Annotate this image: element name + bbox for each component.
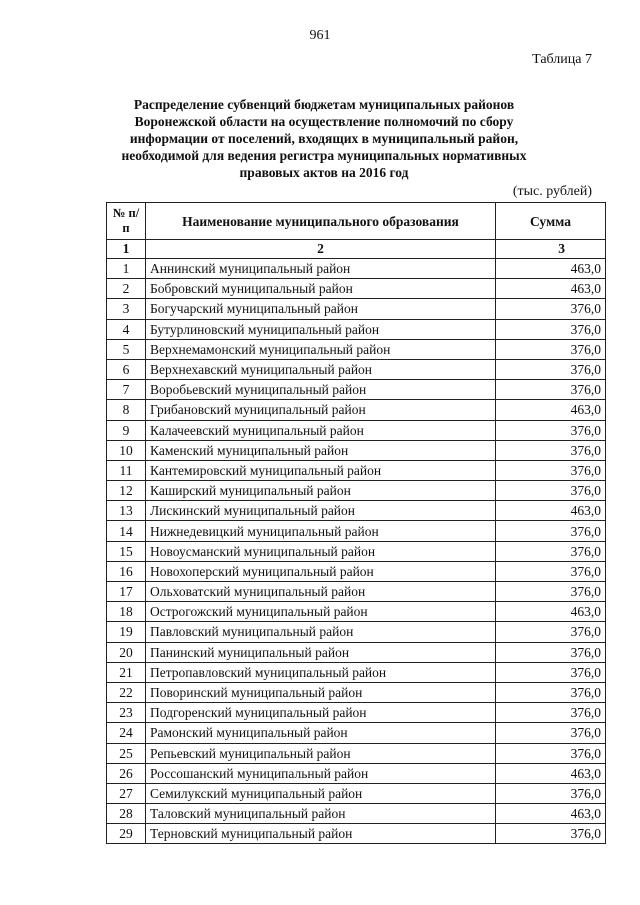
table-row (107, 763, 606, 783)
row-number: 23 (107, 703, 146, 723)
subvention-amount: 376,0 (496, 642, 606, 662)
municipality-name: Острогожский муниципальный район (146, 602, 496, 622)
table-row (107, 440, 606, 460)
municipality-name: Калачеевский муниципальный район (146, 420, 496, 440)
municipality-name: Бутурлиновский муниципальный район (146, 319, 496, 339)
municipality-name: Воробьевский муниципальный район (146, 380, 496, 400)
municipality-name: Богучарский муниципальный район (146, 299, 496, 319)
table-row (107, 662, 606, 682)
subvention-amount: 376,0 (496, 420, 606, 440)
subvention-amount: 463,0 (496, 804, 606, 824)
subvention-amount: 376,0 (496, 521, 606, 541)
municipality-name: Новохоперский муниципальный район (146, 561, 496, 581)
row-number: 21 (107, 662, 146, 682)
subvention-amount: 463,0 (496, 259, 606, 279)
subvention-amount: 376,0 (496, 299, 606, 319)
table-row (107, 824, 606, 844)
subvention-amount: 376,0 (496, 703, 606, 723)
row-number: 4 (107, 319, 146, 339)
subvention-amount: 376,0 (496, 622, 606, 642)
table-row (107, 541, 606, 561)
table-row (107, 682, 606, 702)
row-number: 9 (107, 420, 146, 440)
column-index: 3 (496, 240, 606, 259)
municipality-name: Панинский муниципальный район (146, 642, 496, 662)
header-name: Наименование муниципального образования (146, 203, 496, 240)
title-line: Воронежской области на осуществление полномочий по сбору (134, 114, 514, 129)
table-row (107, 783, 606, 803)
subvention-amount: 463,0 (496, 279, 606, 299)
row-number: 18 (107, 602, 146, 622)
row-number: 12 (107, 481, 146, 501)
municipality-name: Каширский муниципальный район (146, 481, 496, 501)
subvention-amount: 376,0 (496, 682, 606, 702)
municipality-name: Бобровский муниципальный район (146, 279, 496, 299)
subvention-amount: 376,0 (496, 319, 606, 339)
table-header-row (107, 203, 606, 240)
subvention-amount: 463,0 (496, 400, 606, 420)
subvention-amount: 463,0 (496, 763, 606, 783)
table-row (107, 521, 606, 541)
table-row (107, 380, 606, 400)
row-number: 26 (107, 763, 146, 783)
municipality-name: Павловский муниципальный район (146, 622, 496, 642)
table-row (107, 561, 606, 581)
municipality-name: Подгоренский муниципальный район (146, 703, 496, 723)
title-line: Распределение субвенций бюджетам муниципальных районов (133, 97, 515, 112)
subvention-amount: 376,0 (496, 824, 606, 844)
column-index-row (107, 240, 606, 259)
row-number: 16 (107, 561, 146, 581)
municipality-name: Семилукский муниципальный район (146, 783, 496, 803)
row-number: 10 (107, 440, 146, 460)
row-number: 5 (107, 339, 146, 359)
municipality-name: Кантемировский муниципальный район (146, 460, 496, 480)
subvention-amount: 376,0 (496, 743, 606, 763)
row-number: 29 (107, 824, 146, 844)
subvention-amount: 376,0 (496, 359, 606, 379)
subvention-amount: 376,0 (496, 783, 606, 803)
municipality-name: Терновский муниципальный район (146, 824, 496, 844)
table-row (107, 642, 606, 662)
row-number: 27 (107, 783, 146, 803)
table-row (107, 804, 606, 824)
subvention-table (106, 202, 606, 844)
table-row (107, 319, 606, 339)
municipality-name: Репьевский муниципальный район (146, 743, 496, 763)
table-row (107, 703, 606, 723)
subvention-amount: 376,0 (496, 380, 606, 400)
header-number: № п/п (107, 203, 146, 240)
table-row (107, 259, 606, 279)
municipality-name: Новоусманский муниципальный район (146, 541, 496, 561)
subvention-amount: 376,0 (496, 440, 606, 460)
subvention-amount: 376,0 (496, 662, 606, 682)
municipality-name: Лискинский муниципальный район (146, 501, 496, 521)
municipality-name: Таловский муниципальный район (146, 804, 496, 824)
row-number: 11 (107, 460, 146, 480)
table-row (107, 602, 606, 622)
table-row (107, 420, 606, 440)
title-line: правовых актов на 2016 год (239, 165, 409, 180)
subvention-amount: 376,0 (496, 561, 606, 581)
table-row (107, 481, 606, 501)
table-row (107, 501, 606, 521)
subvention-amount: 376,0 (496, 339, 606, 359)
table-row (107, 582, 606, 602)
municipality-name: Верхнехавский муниципальный район (146, 359, 496, 379)
table-row (107, 723, 606, 743)
column-index: 2 (146, 240, 496, 259)
municipality-name: Аннинский муниципальный район (146, 259, 496, 279)
table-row (107, 400, 606, 420)
table-row (107, 279, 606, 299)
column-index: 1 (107, 240, 146, 259)
municipality-name: Россошанский муниципальный район (146, 763, 496, 783)
subvention-amount: 463,0 (496, 501, 606, 521)
row-number: 20 (107, 642, 146, 662)
subvention-amount: 463,0 (496, 602, 606, 622)
row-number: 22 (107, 682, 146, 702)
table-row (107, 460, 606, 480)
row-number: 19 (107, 622, 146, 642)
row-number: 6 (107, 359, 146, 379)
page-number: 961 (309, 28, 331, 43)
row-number: 25 (107, 743, 146, 763)
row-number: 2 (107, 279, 146, 299)
row-number: 3 (107, 299, 146, 319)
subvention-amount: 376,0 (496, 582, 606, 602)
row-number: 1 (107, 259, 146, 279)
row-number: 17 (107, 582, 146, 602)
row-number: 14 (107, 521, 146, 541)
table-row (107, 339, 606, 359)
municipality-name: Петропавловский муниципальный район (146, 662, 496, 682)
table-row (107, 299, 606, 319)
subvention-amount: 376,0 (496, 723, 606, 743)
table-row (107, 743, 606, 763)
subvention-amount: 376,0 (496, 460, 606, 480)
municipality-name: Верхнемамонский муниципальный район (146, 339, 496, 359)
document-title (108, 96, 540, 181)
table-row (107, 359, 606, 379)
municipality-name: Каменский муниципальный район (146, 440, 496, 460)
row-number: 24 (107, 723, 146, 743)
title-line: необходимой для ведения регистра муниципальных нормативных (121, 148, 527, 163)
row-number: 7 (107, 380, 146, 400)
table-row (107, 622, 606, 642)
municipality-name: Грибановский муниципальный район (146, 400, 496, 420)
header-sum: Сумма (496, 203, 606, 240)
municipality-name: Рамонский муниципальный район (146, 723, 496, 743)
units-label: (тыс. рублей) (512, 184, 592, 199)
municipality-name: Нижнедевицкий муниципальный район (146, 521, 496, 541)
subvention-amount: 376,0 (496, 541, 606, 561)
row-number: 15 (107, 541, 146, 561)
title-line: информации от поселений, входящих в муниципальный район, (129, 131, 519, 146)
table-label: Таблица 7 (532, 52, 592, 67)
row-number: 13 (107, 501, 146, 521)
subvention-amount: 376,0 (496, 481, 606, 501)
row-number: 28 (107, 804, 146, 824)
row-number: 8 (107, 400, 146, 420)
municipality-name: Поворинский муниципальный район (146, 682, 496, 702)
municipality-name: Ольховатский муниципальный район (146, 582, 496, 602)
